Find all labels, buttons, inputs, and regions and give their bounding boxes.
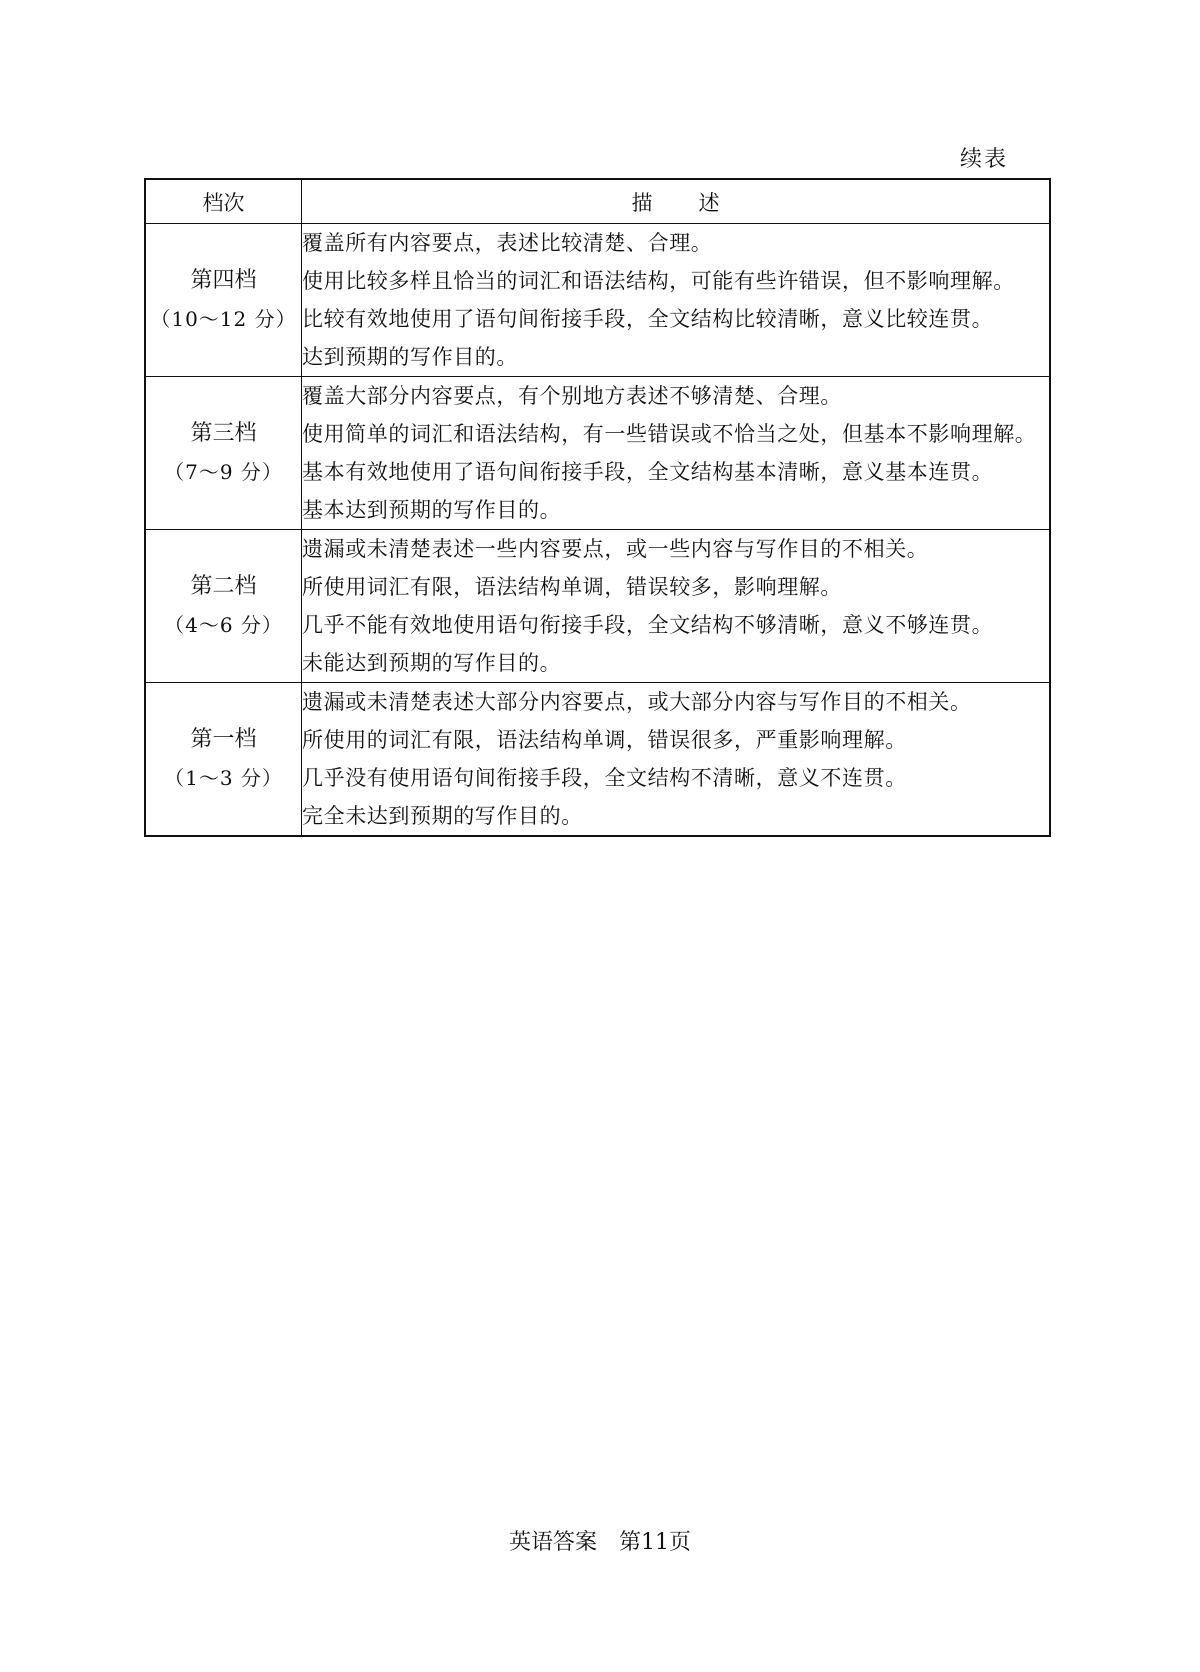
level-cell — [145, 224, 302, 377]
description-line: 基本达到预期的写作目的。 — [302, 498, 562, 522]
level-name: 第一档 — [190, 727, 257, 752]
description-cell — [302, 530, 1051, 683]
table-row — [145, 377, 1050, 530]
level-name: 第三档 — [190, 421, 257, 446]
table-row — [145, 224, 1050, 377]
level-cell — [145, 377, 302, 530]
table-row — [145, 530, 1050, 683]
scoring-rubric-table — [144, 178, 1051, 837]
level-name: 第四档 — [190, 268, 257, 293]
description-cell — [302, 224, 1051, 377]
level-score: （7～9 分） — [164, 460, 283, 484]
description-line: 几乎不能有效地使用语句衔接手段，全文结构不够清晰，意义不够连贯。 — [302, 613, 994, 637]
description-line: 几乎没有使用语句间衔接手段，全文结构不清晰，意义不连贯。 — [302, 766, 907, 790]
level-name: 第二档 — [190, 574, 257, 599]
footer-page-number: 第11页 — [619, 1530, 691, 1555]
level-score: （10～12 分） — [150, 307, 297, 331]
description-line: 所使用词汇有限，语法结构单调，错误较多，影响理解。 — [302, 575, 842, 599]
description-line: 遗漏或未清楚表述一些内容要点，或一些内容与写作目的不相关。 — [302, 537, 929, 561]
level-cell — [145, 530, 302, 683]
description-line: 使用比较多样且恰当的词汇和语法结构，可能有些许错误，但不影响理解。 — [302, 269, 1015, 293]
description-line: 比较有效地使用了语句间衔接手段，全文结构比较清晰，意义比较连贯。 — [302, 307, 994, 331]
header-description: 描述 — [302, 179, 1051, 224]
description-line: 基本有效地使用了语句间衔接手段，全文结构基本清晰，意义基本连贯。 — [302, 460, 994, 484]
level-cell — [145, 683, 302, 837]
header-level: 档次 — [145, 179, 302, 224]
description-line: 未能达到预期的写作目的。 — [302, 651, 562, 675]
description-cell — [302, 377, 1051, 530]
description-line: 覆盖大部分内容要点，有个别地方表述不够清楚、合理。 — [302, 384, 842, 408]
footer-subject: 英语答案 — [508, 1530, 597, 1555]
page-footer — [0, 1525, 1200, 1556]
level-score: （4～6 分） — [164, 613, 283, 637]
level-score: （1～3 分） — [164, 766, 283, 790]
description-line: 所使用的词汇有限，语法结构单调，错误很多，严重影响理解。 — [302, 728, 907, 752]
table-row — [145, 683, 1050, 837]
continued-table-label: 续表 — [960, 147, 1009, 172]
description-line: 遗漏或未清楚表述大部分内容要点，或大部分内容与写作目的不相关。 — [302, 690, 972, 714]
description-cell — [302, 683, 1051, 837]
description-line: 使用简单的词汇和语法结构，有一些错误或不恰当之处，但基本不影响理解。 — [302, 422, 1037, 446]
table-header-row — [145, 179, 1050, 224]
description-line: 完全未达到预期的写作目的。 — [302, 804, 583, 828]
description-line: 达到预期的写作目的。 — [302, 345, 518, 369]
description-line: 覆盖所有内容要点，表述比较清楚、合理。 — [302, 231, 713, 255]
